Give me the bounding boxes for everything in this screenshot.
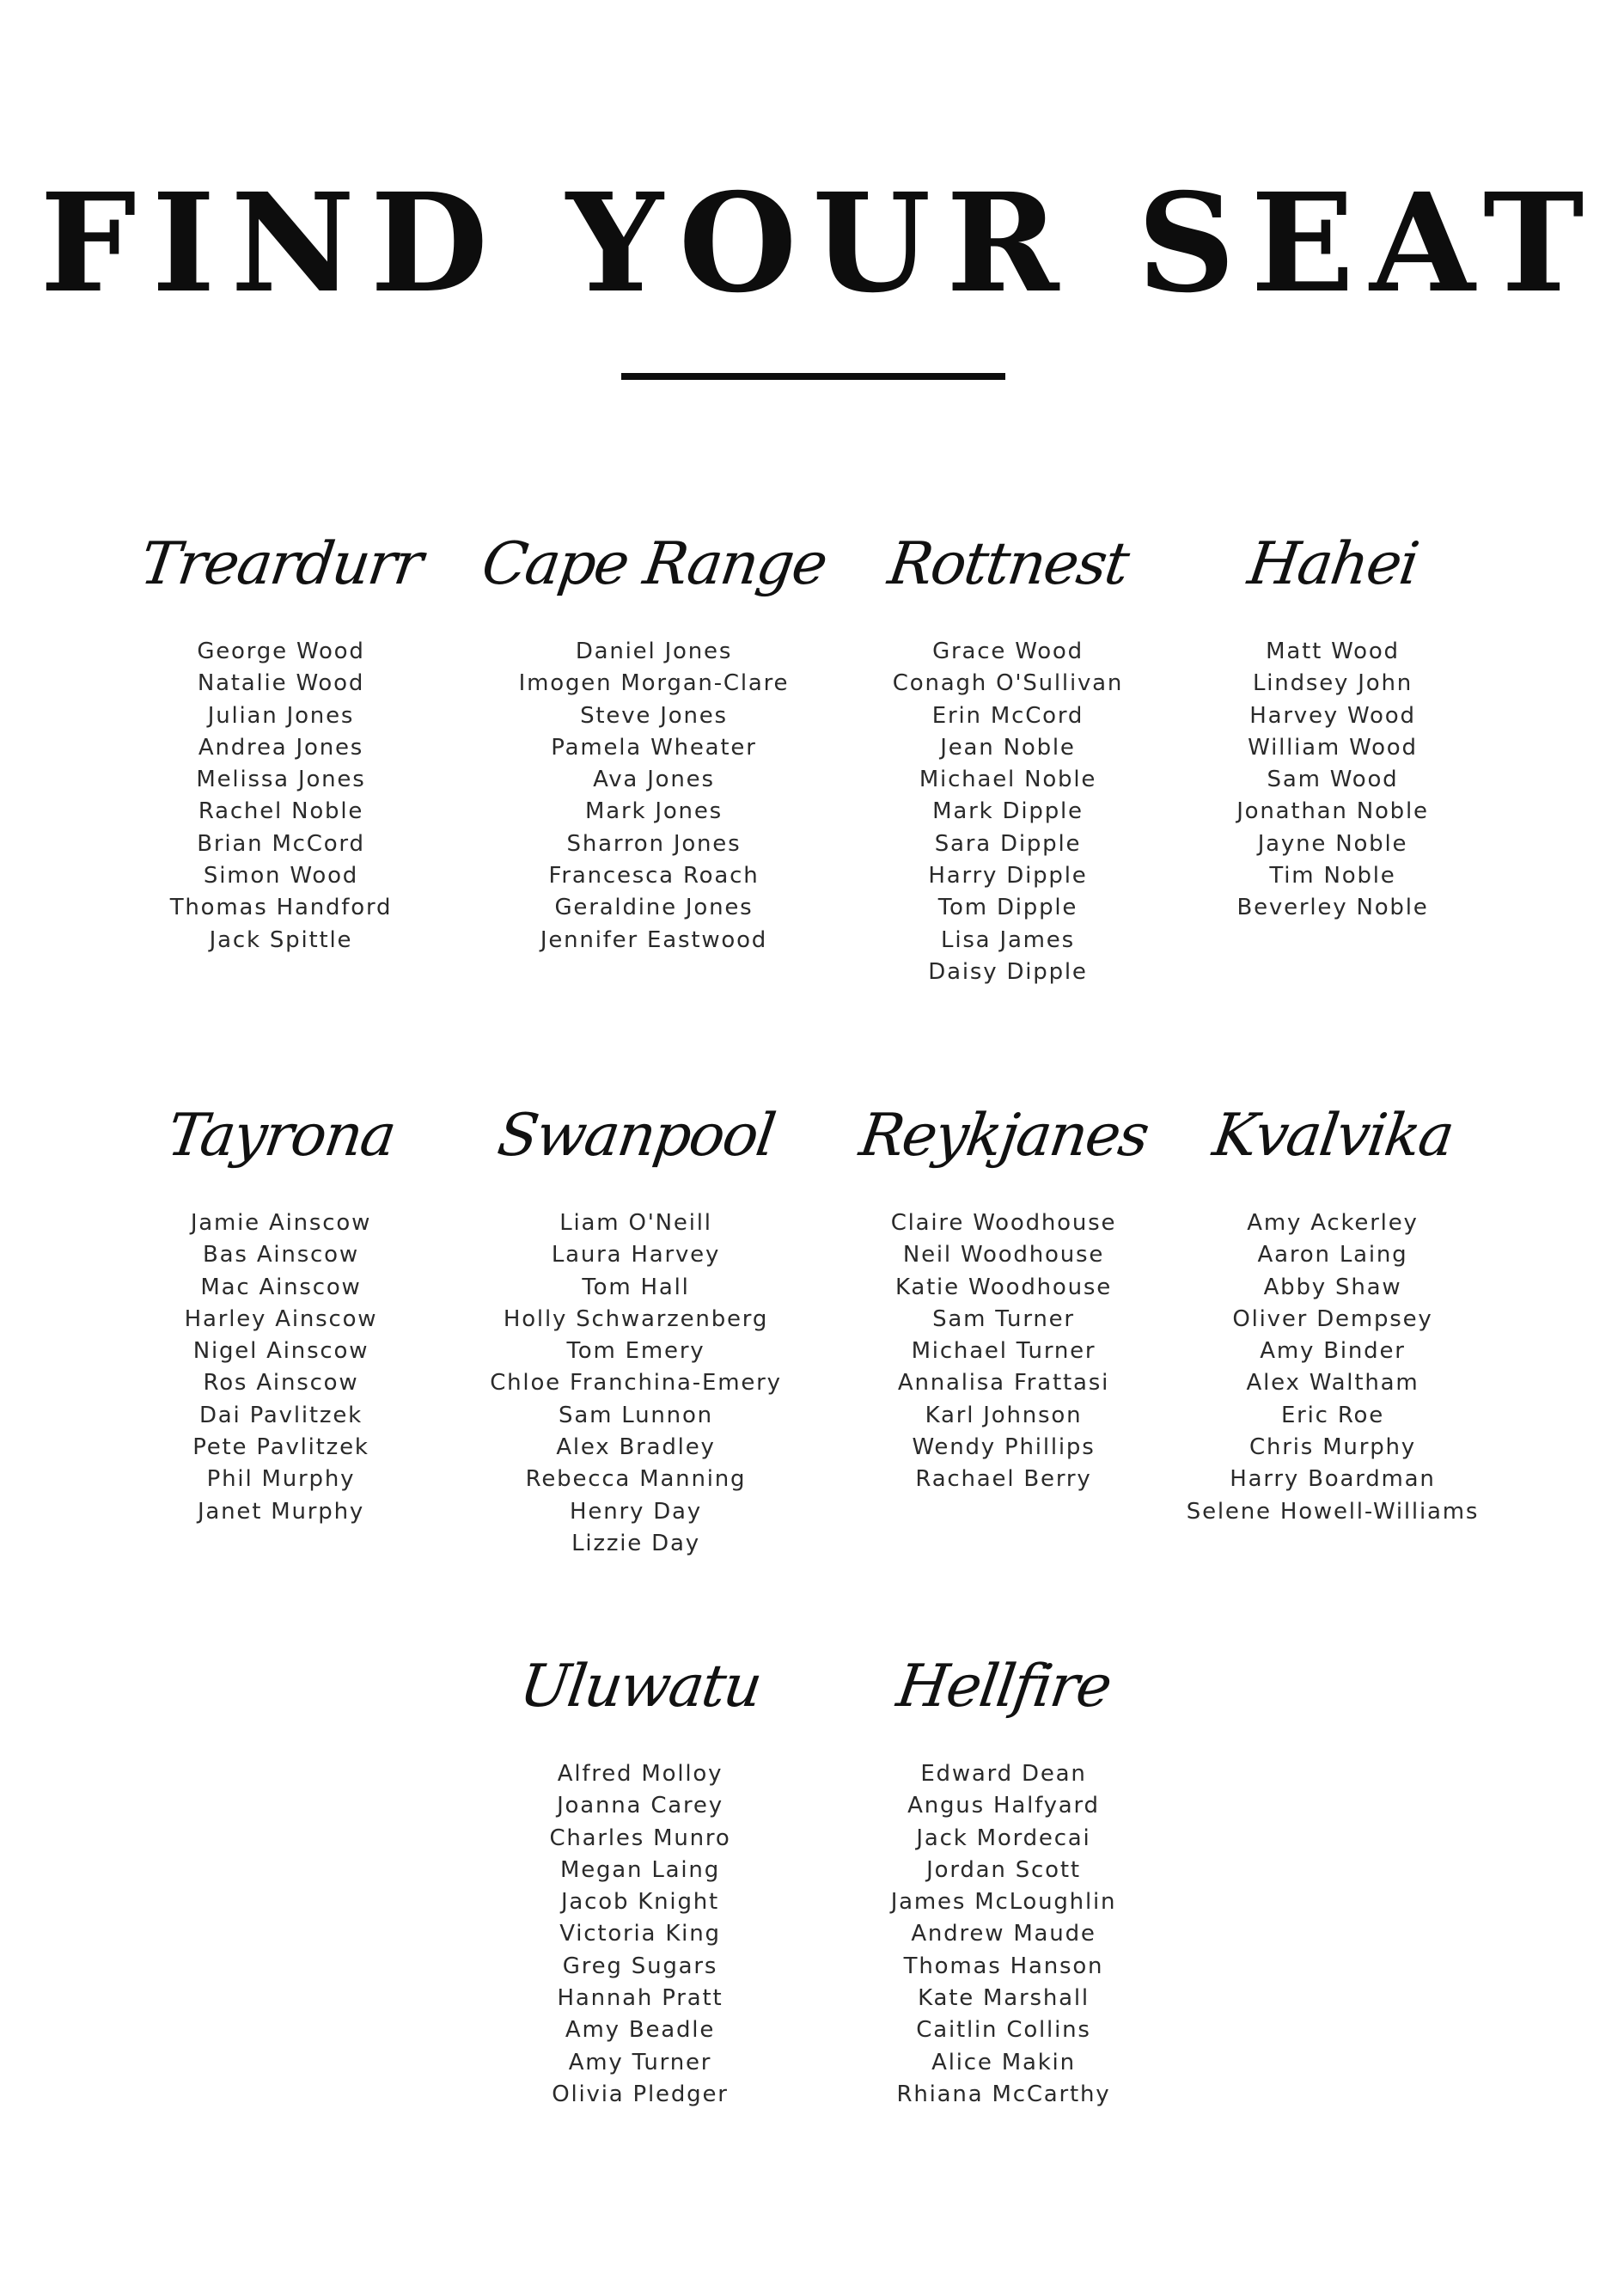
table-group-cape-range xyxy=(473,509,834,957)
guest-name: Jamie Ainscow xyxy=(190,1210,372,1236)
guest-name: Amy Beadle xyxy=(565,2017,716,2044)
guest-name: Caitlin Collins xyxy=(916,2017,1091,2044)
guest-name: Selene Howell-Williams xyxy=(1186,1498,1480,1525)
guest-name: Harry Dipple xyxy=(928,863,1088,889)
guest-name: Harvey Wood xyxy=(1249,702,1416,729)
guest-name: Annalisa Frattasi xyxy=(897,1370,1110,1397)
guest-name: Steve Jones xyxy=(580,702,728,729)
guest-name: Thomas Handford xyxy=(169,895,393,921)
guest-name: Katie Woodhouse xyxy=(894,1274,1113,1300)
guest-name: Greg Sugars xyxy=(562,1953,718,1979)
guest-name: Matt Wood xyxy=(1266,639,1400,664)
table-group-tayrona xyxy=(101,1080,461,1528)
guest-name: Claire Woodhouse xyxy=(890,1210,1117,1236)
guest-name: Jack Spittle xyxy=(209,926,353,953)
guest-name: Rachel Noble xyxy=(198,798,364,825)
guest-name: Hannah Pratt xyxy=(557,1985,723,2012)
guest-list xyxy=(455,1207,816,1560)
guest-name: Alfred Molloy xyxy=(557,1761,723,1787)
guest-name: Rhiana McCarthy xyxy=(896,2081,1111,2107)
guest-name: Megan Laing xyxy=(559,1856,721,1883)
guest-name: James McLoughlin xyxy=(890,1889,1117,1916)
table-group-uluwatu xyxy=(460,1631,821,2111)
guest-name: Alex Bradley xyxy=(556,1434,716,1461)
guest-name: Chris Murphy xyxy=(1249,1434,1416,1461)
guest-name: George Wood xyxy=(197,639,365,664)
guest-name: Francesca Roach xyxy=(548,863,760,889)
guest-name: Jonathan Noble xyxy=(1236,798,1429,825)
guest-list xyxy=(827,636,1188,988)
table-group-hellfire xyxy=(823,1631,1184,2111)
guest-name: Aaron Laing xyxy=(1257,1242,1408,1268)
guest-name: Melissa Jones xyxy=(196,767,366,793)
table-group-reykjanes xyxy=(823,1080,1184,1496)
guest-name: Conagh O'Sullivan xyxy=(892,670,1124,697)
guest-name: Erin McCord xyxy=(931,702,1084,729)
guest-name: Jacob Knight xyxy=(560,1889,720,1916)
table-name: Swanpool xyxy=(493,1102,778,1170)
guest-list xyxy=(101,636,461,957)
guest-name: William Wood xyxy=(1248,734,1418,761)
guest-name: Harley Ainscow xyxy=(184,1305,378,1332)
guest-name: Lizzie Day xyxy=(571,1530,700,1556)
guest-name: Julian Jones xyxy=(207,702,355,729)
guest-name: Sara Dipple xyxy=(934,830,1082,857)
guest-name: Jack Mordecai xyxy=(916,1825,1091,1851)
guest-name: Amy Turner xyxy=(568,2049,712,2075)
guest-name: Liam O'Neill xyxy=(559,1210,712,1236)
guest-name: Pamela Wheater xyxy=(551,734,757,761)
table-group-swanpool xyxy=(455,1080,816,1560)
guest-name: Phil Murphy xyxy=(206,1466,356,1493)
guest-name: Lisa James xyxy=(941,926,1075,953)
guest-name: Jean Noble xyxy=(940,734,1076,761)
guest-list xyxy=(101,1207,461,1528)
guest-name: Olivia Pledger xyxy=(552,2081,729,2107)
guest-name: Henry Day xyxy=(570,1498,702,1525)
guest-name: Oliver Dempsey xyxy=(1232,1305,1433,1332)
guest-name: Karl Johnson xyxy=(925,1402,1083,1428)
guest-name: Sharron Jones xyxy=(566,830,742,857)
guest-name: Geraldine Jones xyxy=(554,895,754,921)
guest-name: Ros Ainscow xyxy=(203,1370,359,1397)
guest-name: Ava Jones xyxy=(593,767,715,793)
table-name: Hellfire xyxy=(893,1653,1114,1721)
guest-name: Rebecca Manning xyxy=(525,1466,747,1493)
guest-name: Jennifer Eastwood xyxy=(540,926,768,953)
guest-name: Sam Wood xyxy=(1267,767,1399,793)
guest-name: Tom Hall xyxy=(582,1274,690,1300)
table-name: Treardurr xyxy=(136,530,426,598)
guest-name: Wendy Phillips xyxy=(912,1434,1096,1461)
guest-name: Grace Wood xyxy=(932,639,1084,664)
guest-name: Michael Noble xyxy=(919,767,1097,793)
guest-name: Chloe Franchina-Emery xyxy=(490,1370,782,1397)
table-name: Cape Range xyxy=(478,530,831,598)
guest-name: Alice Makin xyxy=(931,2049,1076,2075)
table-name: Kvalvika xyxy=(1208,1102,1457,1170)
guest-name: Andrea Jones xyxy=(198,734,364,761)
guest-name: Daniel Jones xyxy=(575,639,733,664)
guest-name: Kate Marshall xyxy=(918,1985,1090,2012)
guest-name: Pete Pavlitzek xyxy=(192,1434,369,1461)
table-name: Reykjanes xyxy=(855,1102,1152,1170)
guest-list xyxy=(823,1207,1184,1496)
guest-name: Michael Turner xyxy=(911,1338,1096,1365)
guest-name: Victoria King xyxy=(559,1921,721,1947)
guest-name: Neil Woodhouse xyxy=(902,1242,1105,1268)
guest-name: Angus Halfyard xyxy=(907,1793,1100,1819)
guest-name: Amy Ackerley xyxy=(1247,1210,1419,1236)
guest-name: Abby Shaw xyxy=(1263,1274,1402,1300)
guest-name: Harry Boardman xyxy=(1230,1466,1436,1493)
guest-name: Tom Emery xyxy=(566,1338,705,1365)
guest-name: Sam Turner xyxy=(932,1305,1075,1332)
guest-name: Jordan Scott xyxy=(926,1856,1081,1883)
guest-name: Mark Dipple xyxy=(932,798,1084,825)
table-name: Hahei xyxy=(1243,530,1422,598)
table-name: Uluwatu xyxy=(516,1653,765,1721)
guest-name: Natalie Wood xyxy=(197,670,365,697)
table-group-hahei xyxy=(1152,509,1513,925)
guest-name: Brian McCord xyxy=(197,830,365,857)
guest-list xyxy=(1152,1207,1513,1528)
table-group-rottnest xyxy=(827,509,1188,988)
guest-name: Tom Dipple xyxy=(937,895,1078,921)
guest-name: Edward Dean xyxy=(920,1761,1087,1787)
guest-name: Nigel Ainscow xyxy=(192,1338,369,1365)
guest-name: Alex Waltham xyxy=(1246,1370,1419,1397)
guest-name: Rachael Berry xyxy=(915,1466,1092,1493)
guest-list xyxy=(460,1758,821,2111)
guest-list xyxy=(823,1758,1184,2111)
guest-name: Joanna Carey xyxy=(557,1793,723,1819)
guest-name: Laura Harvey xyxy=(551,1242,721,1268)
guest-list xyxy=(1152,636,1513,925)
guest-name: Tim Noble xyxy=(1269,863,1396,889)
guest-name: Andrew Maude xyxy=(911,1921,1096,1947)
guest-name: Mac Ainscow xyxy=(200,1274,362,1300)
page-title: FIND YOUR SEAT xyxy=(40,164,1600,323)
guest-name: Dai Pavlitzek xyxy=(198,1402,363,1428)
guest-name: Sam Lunnon xyxy=(559,1402,713,1428)
table-name: Tayrona xyxy=(163,1102,400,1170)
guest-name: Beverley Noble xyxy=(1236,895,1429,921)
guest-name: Thomas Hanson xyxy=(903,1953,1104,1979)
table-group-kvalvika xyxy=(1152,1080,1513,1528)
guest-list xyxy=(473,636,834,957)
guest-name: Holly Schwarzenberg xyxy=(503,1305,769,1332)
guest-name: Charles Munro xyxy=(549,1825,731,1851)
guest-name: Jayne Noble xyxy=(1257,830,1408,857)
guest-name: Daisy Dipple xyxy=(928,958,1088,985)
table-name: Rottnest xyxy=(883,530,1133,598)
guest-name: Mark Jones xyxy=(585,798,723,825)
guest-name: Simon Wood xyxy=(203,863,359,889)
title-divider xyxy=(621,373,1005,380)
guest-name: Lindsey John xyxy=(1252,670,1413,697)
guest-name: Eric Roe xyxy=(1280,1402,1385,1428)
guest-name: Amy Binder xyxy=(1260,1338,1406,1365)
guest-name: Bas Ainscow xyxy=(203,1242,359,1268)
table-group-treardurr xyxy=(101,509,461,957)
guest-name: Imogen Morgan-Clare xyxy=(518,670,790,697)
guest-name: Janet Murphy xyxy=(197,1498,365,1525)
